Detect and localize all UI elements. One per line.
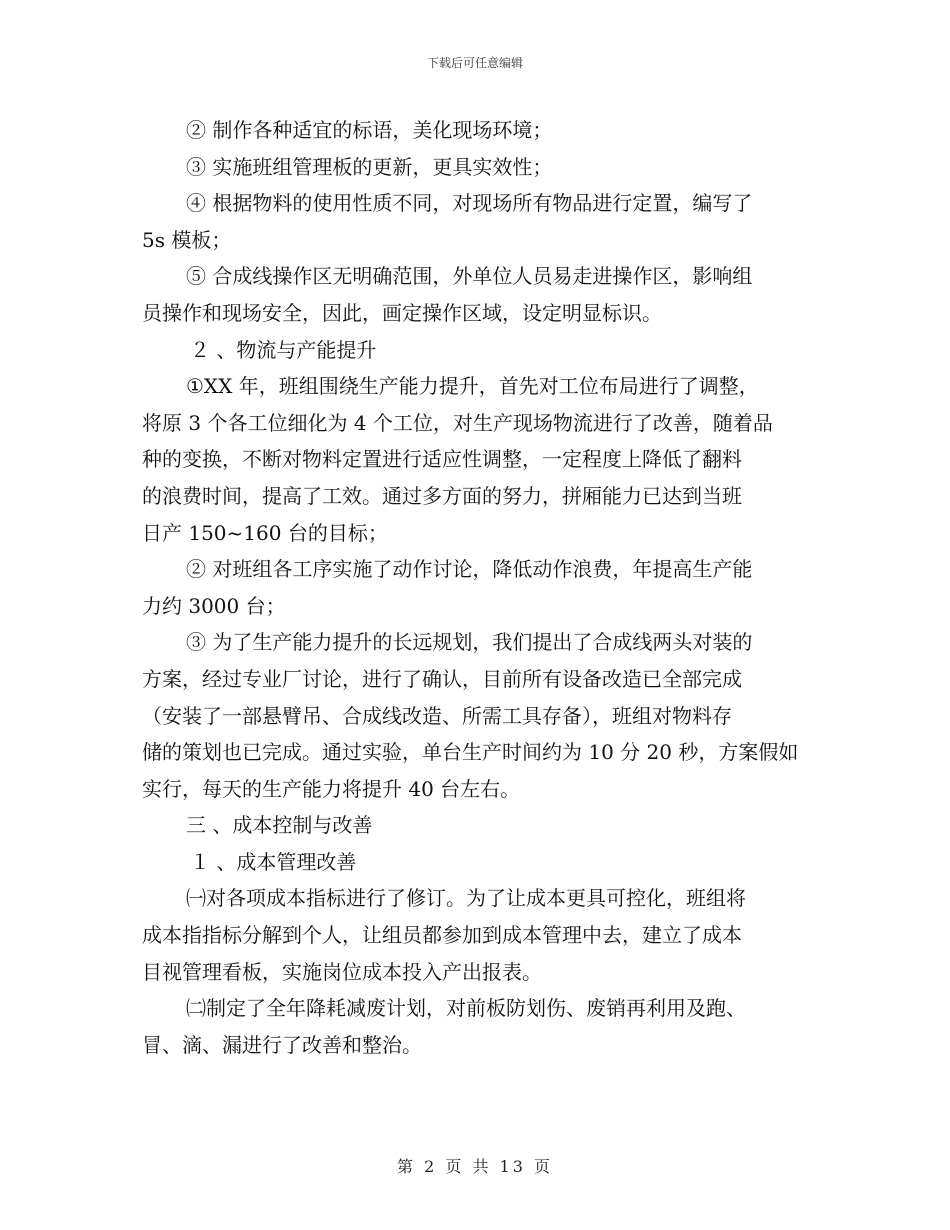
page-header: 下载后可任意编辑 — [426, 56, 523, 70]
body-line: 日产 150~160 台的目标； — [142, 520, 388, 545]
body-line: 实行，每天的生产能力将提升 40 台左右。 — [142, 776, 521, 801]
section-heading: 三 、成本控制与改善 — [186, 813, 373, 838]
body-line: ㈠对各项成本指标进行了修订。为了让成本更具可控化，班组将 — [186, 886, 746, 911]
body-line: 成本指指标分解到个人，让组员都参加到成本管理中去，建立了成本 — [142, 923, 742, 948]
section-heading: ２ 、物流与产能提升 — [190, 337, 377, 362]
body-line: 方案，经过专业厂讨论，进行了确认，目前所有设备改造已全部完成 — [142, 666, 742, 691]
body-line: （安装了一部悬臂吊、合成线改造、所需工具存备），班组对物料存 — [142, 703, 732, 728]
body-line: 储的策划也已完成。通过实验，单台生产时间约为 10 分 20 秒，方案假如 — [142, 740, 799, 765]
body-line: ⑤ 合成线操作区无明确范围，外单位人员易走进操作区，影响组 — [186, 264, 753, 289]
body-line: 的浪费时间，提高了工效。通过多方面的努力，拼厢能力已达到当班 — [142, 483, 742, 508]
body-line: 种的变换，不断对物料定置进行适应性调整，一定程度上降低了翻料 — [142, 447, 742, 472]
section-heading: １ 、成本管理改善 — [190, 849, 357, 874]
body-line: 冒、滴、漏进行了改善和整治。 — [142, 1032, 422, 1057]
body-line: ② 制作各种适宜的标语，美化现场环境； — [186, 118, 553, 142]
body-line: 将原 3 个各工位细化为 4 个工位，对生产现场物流进行了改善，随着品 — [142, 410, 773, 435]
body-line: ㈡制定了全年降耗减废计划，对前板防划伤、废销再利用及跑、 — [186, 996, 746, 1021]
body-line: ③ 实施班组管理板的更新，更具实效性； — [186, 154, 553, 179]
body-line: ② 对班组各工序实施了动作讨论，降低动作浪费，年提高生产能 — [186, 557, 753, 582]
page-number-footer: 第 2 页 共 13 页 — [397, 1157, 553, 1176]
body-line: ③ 为了生产能力提升的长远规划，我们提出了合成线两头对装的 — [186, 630, 753, 655]
body-line: ④ 根据物料的使用性质不同，对现场所有物品进行定置，编写了 — [186, 191, 753, 216]
body-line: 目视管理看板，实施岗位成本投入产出报表。 — [142, 959, 542, 984]
body-line: 员操作和现场安全，因此，画定操作区域，设定明显标识。 — [142, 300, 662, 325]
body-line: 力约 3000 台； — [142, 593, 286, 618]
document-body — [142, 112, 810, 1063]
body-line: ①XX 年，班组围绕生产能力提升，首先对工位布局进行了调整， — [186, 374, 759, 399]
body-line: 5s 模板； — [142, 227, 232, 252]
